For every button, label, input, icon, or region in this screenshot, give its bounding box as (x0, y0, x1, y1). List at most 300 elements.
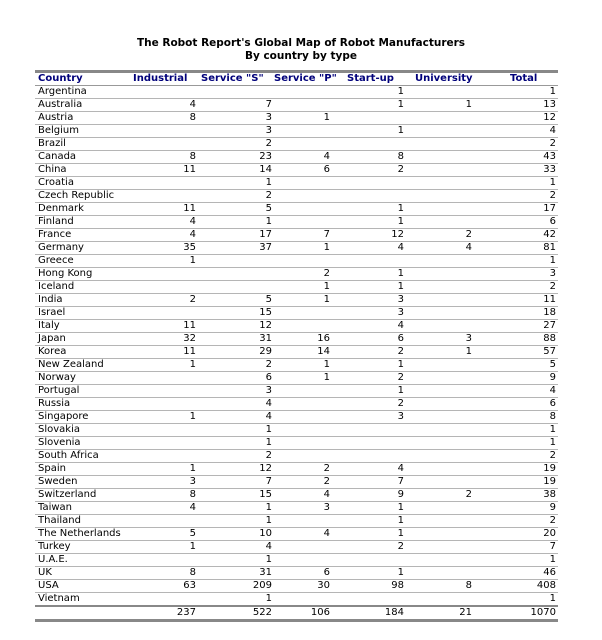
cell-startup: 1 (333, 567, 405, 580)
total-service-s: 522 (198, 606, 273, 621)
cell-service-s: 29 (198, 346, 273, 359)
table-row (35, 294, 558, 307)
cell-startup: 1 (333, 385, 405, 398)
cell-industrial: 1 (130, 411, 198, 424)
table-row (35, 307, 558, 320)
cell-total: 19 (474, 463, 558, 476)
table-row (35, 255, 558, 268)
title: The Robot Report's Global Map of Robot Manufacturers (136, 37, 466, 49)
cell-service-s: 2 (198, 138, 273, 151)
table-row (35, 86, 558, 99)
cell-service-s: 31 (198, 567, 273, 580)
cell-country: Denmark (35, 203, 130, 216)
cell-university: 2 (405, 489, 474, 502)
cell-startup: 3 (333, 411, 405, 424)
cell-service-p: 1 (273, 372, 333, 385)
cell-country: Brazil (35, 138, 130, 151)
cell-startup: 1 (333, 268, 405, 281)
cell-service-s: 1 (198, 424, 273, 437)
cell-university (405, 268, 474, 281)
cell-service-p: 2 (273, 268, 333, 281)
cell-industrial (130, 437, 198, 450)
cell-service-s: 2 (198, 359, 273, 372)
cell-service-p (273, 385, 333, 398)
cell-service-p: 1 (273, 359, 333, 372)
cell-industrial (130, 424, 198, 437)
cell-industrial (130, 450, 198, 463)
cell-total: 43 (474, 151, 558, 164)
cell-startup: 9 (333, 489, 405, 502)
cell-total: 2 (474, 450, 558, 463)
cell-total: 13 (474, 99, 558, 112)
cell-industrial: 8 (130, 151, 198, 164)
cell-startup: 2 (333, 346, 405, 359)
cell-industrial: 1 (130, 541, 198, 554)
cell-startup (333, 112, 405, 125)
cell-university: 4 (405, 242, 474, 255)
cell-total: 1 (474, 554, 558, 567)
cell-total: 9 (474, 502, 558, 515)
cell-service-p (273, 424, 333, 437)
cell-startup: 1 (333, 216, 405, 229)
table-row (35, 476, 558, 489)
table-row (35, 281, 558, 294)
cell-startup: 1 (333, 86, 405, 99)
cell-total: 27 (474, 320, 558, 333)
cell-service-s (198, 86, 273, 99)
cell-country: UK (35, 567, 130, 580)
cell-service-p (273, 99, 333, 112)
cell-service-p: 7 (273, 229, 333, 242)
cell-country: Czech Republic (35, 190, 130, 203)
cell-startup (333, 450, 405, 463)
cell-industrial: 8 (130, 112, 198, 125)
cell-industrial: 8 (130, 489, 198, 502)
table-row (35, 320, 558, 333)
cell-industrial: 8 (130, 567, 198, 580)
cell-university (405, 593, 474, 607)
cell-startup: 1 (333, 281, 405, 294)
total-industrial: 237 (130, 606, 198, 621)
cell-total: 4 (474, 125, 558, 138)
cell-total: 1 (474, 177, 558, 190)
cell-total: 2 (474, 190, 558, 203)
table-row (35, 463, 558, 476)
cell-total: 2 (474, 281, 558, 294)
cell-service-p: 6 (273, 567, 333, 580)
cell-service-s: 3 (198, 112, 273, 125)
table-row (35, 177, 558, 190)
cell-university (405, 398, 474, 411)
cell-country: China (35, 164, 130, 177)
cell-startup: 2 (333, 398, 405, 411)
table-row (35, 164, 558, 177)
cell-total: 4 (474, 385, 558, 398)
header-row (35, 72, 558, 86)
cell-university (405, 385, 474, 398)
cell-industrial (130, 398, 198, 411)
cell-total: 8 (474, 411, 558, 424)
cell-service-s: 12 (198, 463, 273, 476)
table-row (35, 190, 558, 203)
cell-industrial: 4 (130, 502, 198, 515)
cell-country: The Netherlands (35, 528, 130, 541)
cell-service-s: 1 (198, 593, 273, 607)
cell-total: 57 (474, 346, 558, 359)
cell-total: 1 (474, 424, 558, 437)
cell-country: Finland (35, 216, 130, 229)
cell-industrial (130, 593, 198, 607)
cell-country: Singapore (35, 411, 130, 424)
cell-startup: 1 (333, 359, 405, 372)
cell-startup (333, 593, 405, 607)
cell-country: France (35, 229, 130, 242)
cell-university (405, 437, 474, 450)
cell-total: 1 (474, 255, 558, 268)
cell-service-s: 14 (198, 164, 273, 177)
cell-industrial: 1 (130, 255, 198, 268)
cell-total: 408 (474, 580, 558, 593)
cell-university: 2 (405, 229, 474, 242)
cell-total: 81 (474, 242, 558, 255)
cell-industrial: 2 (130, 294, 198, 307)
cell-startup: 2 (333, 541, 405, 554)
cell-service-p (273, 554, 333, 567)
cell-service-p (273, 216, 333, 229)
cell-industrial (130, 190, 198, 203)
totals-label (35, 606, 130, 621)
header-total: Total (474, 72, 558, 86)
cell-country: Greece (35, 255, 130, 268)
table-row (35, 372, 558, 385)
cell-service-p: 1 (273, 281, 333, 294)
cell-university: 1 (405, 346, 474, 359)
manufacturers-table (35, 70, 558, 622)
cell-country: Israel (35, 307, 130, 320)
cell-service-s: 4 (198, 398, 273, 411)
cell-university (405, 567, 474, 580)
cell-university (405, 125, 474, 138)
cell-country: Turkey (35, 541, 130, 554)
cell-country: Norway (35, 372, 130, 385)
cell-university (405, 372, 474, 385)
table-row (35, 580, 558, 593)
cell-service-s: 5 (198, 294, 273, 307)
cell-industrial: 11 (130, 203, 198, 216)
cell-university (405, 476, 474, 489)
cell-total: 7 (474, 541, 558, 554)
cell-country: Japan (35, 333, 130, 346)
cell-total: 3 (474, 268, 558, 281)
cell-startup: 2 (333, 164, 405, 177)
cell-startup: 3 (333, 294, 405, 307)
cell-service-p (273, 86, 333, 99)
cell-university (405, 281, 474, 294)
cell-university (405, 554, 474, 567)
cell-total: 11 (474, 294, 558, 307)
cell-country: Canada (35, 151, 130, 164)
cell-country: Austria (35, 112, 130, 125)
cell-country: New Zealand (35, 359, 130, 372)
table-row (35, 385, 558, 398)
cell-service-s: 12 (198, 320, 273, 333)
cell-startup (333, 437, 405, 450)
cell-startup (333, 190, 405, 203)
subtitle: By country by type (244, 50, 358, 62)
cell-service-s: 1 (198, 554, 273, 567)
table-row (35, 151, 558, 164)
cell-service-s (198, 281, 273, 294)
cell-service-s: 3 (198, 125, 273, 138)
table-row (35, 216, 558, 229)
table-row (35, 138, 558, 151)
cell-country: USA (35, 580, 130, 593)
cell-country: Belgium (35, 125, 130, 138)
cell-service-p: 16 (273, 333, 333, 346)
cell-service-s: 15 (198, 307, 273, 320)
cell-service-s: 4 (198, 541, 273, 554)
table-row (35, 450, 558, 463)
cell-industrial (130, 268, 198, 281)
cell-industrial: 11 (130, 164, 198, 177)
cell-university (405, 177, 474, 190)
cell-total: 5 (474, 359, 558, 372)
table-row (35, 268, 558, 281)
header-industrial: Industrial (130, 72, 198, 86)
cell-total: 18 (474, 307, 558, 320)
table-row (35, 593, 558, 607)
header-startup: Start-up (333, 72, 405, 86)
cell-industrial: 1 (130, 359, 198, 372)
cell-service-p: 1 (273, 112, 333, 125)
cell-university (405, 138, 474, 151)
cell-total: 19 (474, 476, 558, 489)
cell-university (405, 255, 474, 268)
header-service-p: Service "P" (274, 73, 337, 84)
cell-total: 1 (474, 593, 558, 607)
cell-service-p (273, 411, 333, 424)
cell-startup: 1 (333, 99, 405, 112)
cell-service-s: 17 (198, 229, 273, 242)
cell-country: Italy (35, 320, 130, 333)
cell-industrial: 32 (130, 333, 198, 346)
cell-startup: 4 (333, 463, 405, 476)
cell-university (405, 541, 474, 554)
cell-service-p (273, 398, 333, 411)
cell-university (405, 307, 474, 320)
cell-university (405, 112, 474, 125)
cell-university: 8 (405, 580, 474, 593)
cell-country: Spain (35, 463, 130, 476)
cell-service-p (273, 255, 333, 268)
cell-university (405, 411, 474, 424)
cell-university (405, 320, 474, 333)
table-row (35, 489, 558, 502)
cell-total: 17 (474, 203, 558, 216)
cell-service-s: 209 (198, 580, 273, 593)
cell-service-s: 2 (198, 190, 273, 203)
cell-industrial: 4 (130, 229, 198, 242)
table-row (35, 541, 558, 554)
cell-industrial (130, 138, 198, 151)
cell-startup: 4 (333, 242, 405, 255)
cell-service-s: 1 (198, 515, 273, 528)
cell-total: 1 (474, 437, 558, 450)
cell-service-p (273, 450, 333, 463)
cell-industrial: 4 (130, 99, 198, 112)
cell-service-s: 1 (198, 502, 273, 515)
cell-service-p (273, 437, 333, 450)
table-row (35, 112, 558, 125)
cell-startup: 1 (333, 528, 405, 541)
cell-service-p (273, 125, 333, 138)
cell-startup: 7 (333, 476, 405, 489)
cell-country: Thailand (35, 515, 130, 528)
cell-total: 9 (474, 372, 558, 385)
cell-university (405, 294, 474, 307)
header-university: University (405, 72, 474, 86)
cell-industrial: 3 (130, 476, 198, 489)
cell-total: 6 (474, 216, 558, 229)
cell-country: Taiwan (35, 502, 130, 515)
table-row (35, 398, 558, 411)
table-row (35, 411, 558, 424)
cell-service-p: 2 (273, 463, 333, 476)
cell-service-s: 10 (198, 528, 273, 541)
cell-industrial (130, 307, 198, 320)
cell-university (405, 502, 474, 515)
cell-industrial (130, 86, 198, 99)
cell-service-p: 1 (273, 294, 333, 307)
cell-startup (333, 138, 405, 151)
cell-country: Slovakia (35, 424, 130, 437)
cell-total: 6 (474, 398, 558, 411)
cell-service-p: 4 (273, 151, 333, 164)
cell-service-p (273, 515, 333, 528)
cell-country: Sweden (35, 476, 130, 489)
cell-industrial: 4 (130, 216, 198, 229)
cell-country: Russia (35, 398, 130, 411)
cell-startup: 2 (333, 372, 405, 385)
cell-country: South Africa (35, 450, 130, 463)
cell-industrial: 5 (130, 528, 198, 541)
cell-startup (333, 424, 405, 437)
cell-startup: 1 (333, 502, 405, 515)
cell-industrial (130, 554, 198, 567)
cell-university (405, 463, 474, 476)
header-service-s: Service "S" (198, 72, 273, 86)
cell-startup (333, 177, 405, 190)
cell-country: Argentina (35, 86, 130, 99)
cell-service-p (273, 593, 333, 607)
cell-university: 1 (405, 99, 474, 112)
cell-service-s: 1 (198, 177, 273, 190)
cell-total: 2 (474, 138, 558, 151)
cell-service-s: 1 (198, 437, 273, 450)
cell-country: Switzerland (35, 489, 130, 502)
cell-total: 20 (474, 528, 558, 541)
cell-industrial: 1 (130, 463, 198, 476)
cell-service-p: 6 (273, 164, 333, 177)
cell-service-p: 14 (273, 346, 333, 359)
cell-university (405, 450, 474, 463)
cell-industrial (130, 177, 198, 190)
cell-total: 88 (474, 333, 558, 346)
cell-industrial: 35 (130, 242, 198, 255)
cell-service-p: 30 (273, 580, 333, 593)
cell-country: Portugal (35, 385, 130, 398)
cell-service-s: 23 (198, 151, 273, 164)
cell-university (405, 151, 474, 164)
cell-service-p: 4 (273, 528, 333, 541)
table-row (35, 203, 558, 216)
cell-service-p: 3 (273, 502, 333, 515)
cell-service-s: 2 (198, 450, 273, 463)
cell-startup (333, 255, 405, 268)
table-row (35, 333, 558, 346)
cell-service-s: 4 (198, 411, 273, 424)
cell-service-p: 1 (273, 242, 333, 255)
cell-industrial (130, 281, 198, 294)
table-row (35, 229, 558, 242)
total-service-p: 106 (273, 606, 333, 621)
cell-country: Hong Kong (35, 268, 130, 281)
table-row (35, 437, 558, 450)
cell-startup: 1 (333, 515, 405, 528)
cell-university (405, 359, 474, 372)
cell-service-p (273, 307, 333, 320)
cell-service-s: 7 (198, 99, 273, 112)
cell-university (405, 190, 474, 203)
table-row (35, 424, 558, 437)
cell-total: 33 (474, 164, 558, 177)
cell-country: Iceland (35, 281, 130, 294)
cell-service-p (273, 190, 333, 203)
totals-row (35, 606, 558, 621)
cell-service-p (273, 177, 333, 190)
cell-country: India (35, 294, 130, 307)
cell-university (405, 216, 474, 229)
cell-industrial: 63 (130, 580, 198, 593)
cell-startup: 12 (333, 229, 405, 242)
cell-industrial: 11 (130, 346, 198, 359)
cell-industrial: 11 (130, 320, 198, 333)
cell-industrial (130, 515, 198, 528)
cell-service-s: 1 (198, 216, 273, 229)
cell-country: U.A.E. (35, 554, 130, 567)
report-title (0, 37, 602, 63)
cell-startup: 1 (333, 203, 405, 216)
cell-service-s: 3 (198, 385, 273, 398)
cell-industrial (130, 372, 198, 385)
cell-startup (333, 554, 405, 567)
cell-service-s: 7 (198, 476, 273, 489)
cell-startup: 3 (333, 307, 405, 320)
cell-university (405, 164, 474, 177)
cell-startup: 8 (333, 151, 405, 164)
cell-country: Germany (35, 242, 130, 255)
cell-service-s: 31 (198, 333, 273, 346)
table-row (35, 99, 558, 112)
cell-country: Vietnam (35, 593, 130, 607)
table-row (35, 528, 558, 541)
cell-total: 46 (474, 567, 558, 580)
table-row (35, 346, 558, 359)
cell-industrial (130, 385, 198, 398)
table-row (35, 502, 558, 515)
cell-country: Slovenia (35, 437, 130, 450)
cell-university (405, 528, 474, 541)
